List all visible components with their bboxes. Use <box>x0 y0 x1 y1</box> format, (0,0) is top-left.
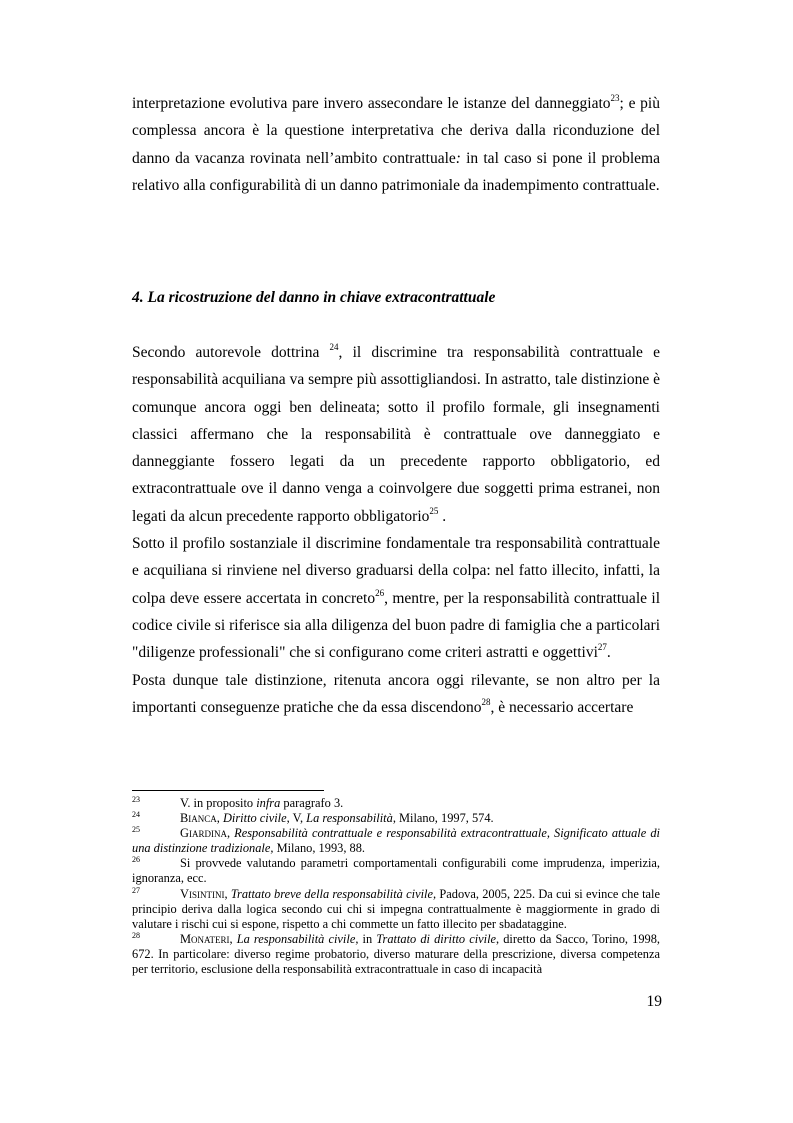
footnote-ref-23[interactable]: 23 <box>610 93 620 103</box>
footnote-ref-25[interactable]: 25 <box>429 505 439 516</box>
footnote-26: 26 Si provvede valutando parametri comportamentali configurabili come imprudenza, imperizia, ignoranza, ecc. <box>132 855 660 886</box>
section-heading: 4. La ricostruzione del danno in chiave extracontrattuale <box>132 289 496 306</box>
footnote-separator <box>132 790 324 791</box>
paragraph-2: Secondo autorevole dottrina $^{24}$, il discrimine tra responsabilità contrattuale e responsabilità acquiliana va sempre più assottigliandosi. In astratto, tale distinzione è comunque ancora oggi ben delineata; sotto il profilo formale, gli insegnamenti classici affermano che la responsabilità è contrattuale ove danneggiato e danneggiante fossero legati da un precedente rapporto obbligatorio, ed extracontrattuale ove il danno venga a coinvolgere due soggetti prima estranei, non legati da alcun precedente rapporto obbligatorio$^{25}$ . <box>132 342 660 525</box>
paragraph-4: Posta dunque tale distinzione, ritenuta ancora oggi rilevante, se non altro per la importanti conseguenze pratiche che da essa discendono$^{28}$, è necessario accertare <box>132 671 660 716</box>
paragraph-3: Sotto il profilo sostanziale il discrimine fondamentale tra responsabilità contrattuale e acquiliana si rinviene nel diverso graduarsi della colpa: nel fatto illecito, infatti, la colpa deve essere accertata in concreto$^{26}$, mentre, per la responsabilità contrattuale il codice civile si riferisce sia alla diligenza del buon padre di famiglia che a particolari "diligenze professionali" che si configurano come criteri astratti e oggettivi$^{27}$. <box>132 535 660 662</box>
body-section <box>132 339 660 721</box>
page-number: 19 <box>646 993 662 1010</box>
body-paragraph <box>132 90 660 199</box>
paragraph-top: interpretazione evolutiva pare invero assecondare le istanze del danneggiato$^{23}$; e più complessa ancora è la questione interpretativa che deriva dalla riconduzione del danno da vacanza rovinata nell’ambito contrattuale: in tal caso si pone il problema relativo alla configurabilità di un danno patrimoniale da inadempimento contrattuale. <box>132 93 660 194</box>
footnote-ref-27[interactable]: 27 <box>597 642 607 653</box>
footnote-ref-24[interactable]: 24 <box>329 342 339 352</box>
footnote-23: 23 V. in proposito infra paragrafo 3. <box>132 795 344 810</box>
footnote-27: 27 Visintini, Trattato breve della responsabilità civile, Padova, 2005, 225. Da cui si evince che tale principio deriva dalla logica secondo cui chi si impegna contrattualmente è maggiormente in grado di valutare i rischi cui si espone, rispetto a chi commette un fatto illecito per sbadataggine. <box>132 885 660 931</box>
footnote-28: 28 Monateri, La responsabilità civile, in Trattato di diritto civile, diretto da Sacco, Torino, 1998, 672. In particolare: diverso regime probatorio, diverso maturare della prescrizione, diversa competenza per territorio, esclusione della responsabilità extracontrattuale in caso di incapacità <box>132 930 661 977</box>
footnote-24: 24 Bianca, Diritto civile, V, La responsabilità, Milano, 1997, 574. <box>132 810 494 826</box>
footnotes <box>132 796 660 977</box>
footnote-25: 25 Giardina, Responsabilità contrattuale e responsabilità extracontrattuale, Significato attuale di una distinzione tradizionale, Milano, 1993, 88. <box>132 825 660 856</box>
footnote-ref-26[interactable]: 26 <box>375 587 385 598</box>
footnote-ref-28[interactable]: 28 <box>481 696 491 707</box>
